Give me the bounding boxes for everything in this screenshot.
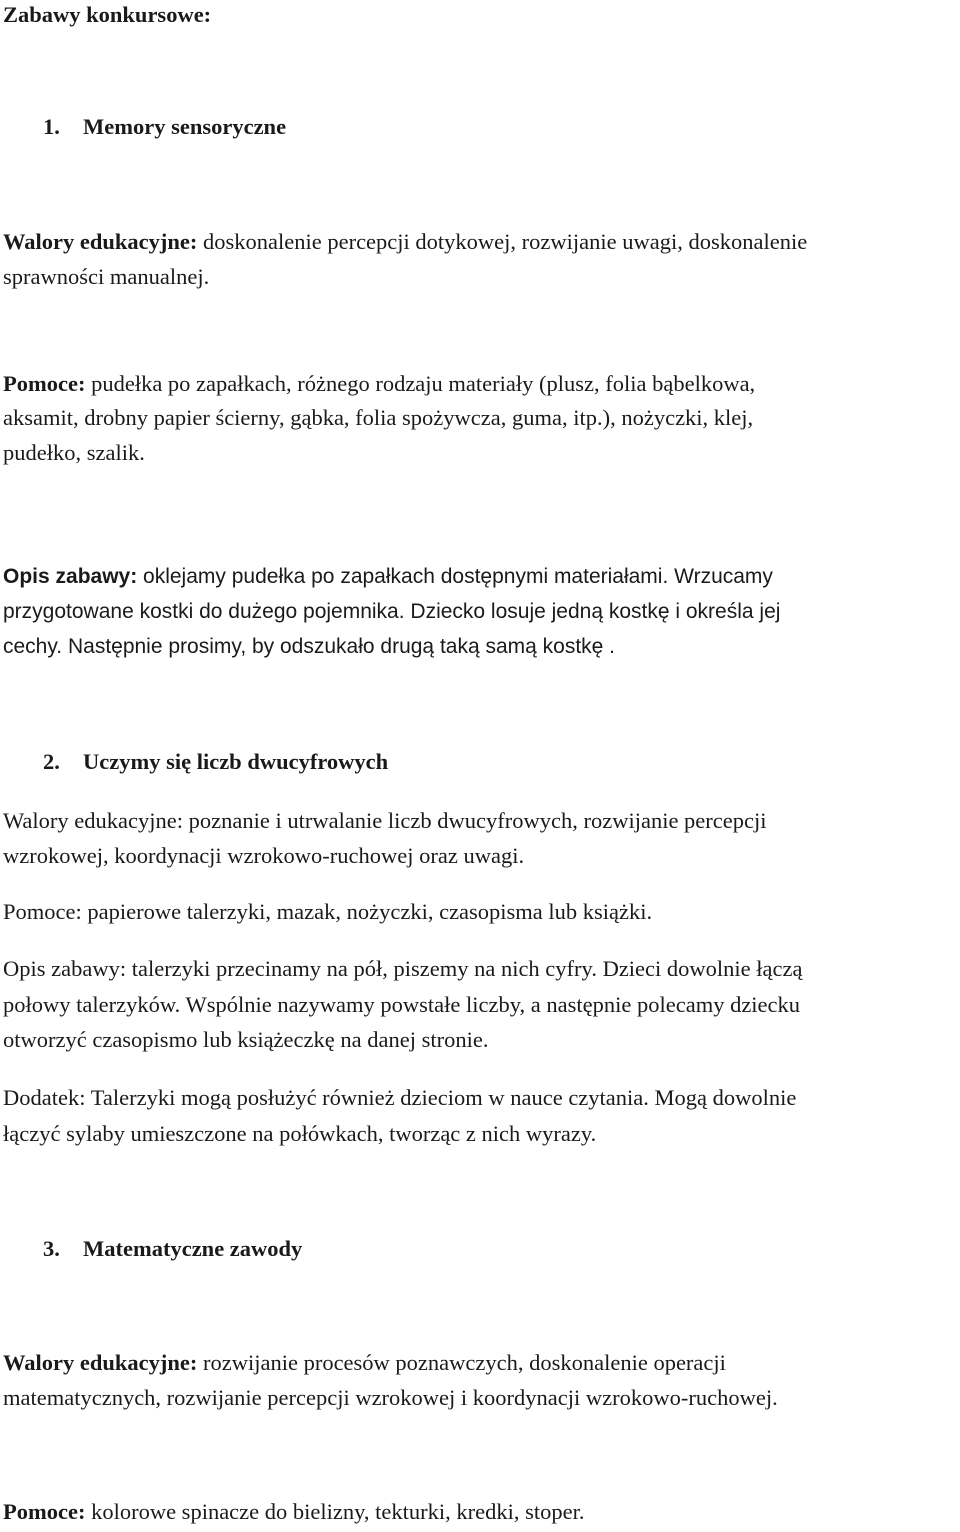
s2-walory-line-2: wzrokowej, koordynacji wzrokowo-ruchowej oraz uwagi. xyxy=(3,843,525,868)
dodatek-label: Dodatek xyxy=(3,1085,80,1110)
page-title: Zabawy konkursowe: xyxy=(3,2,212,27)
s1-pomoce-line-3: pudełko, szalik. xyxy=(3,440,145,465)
s2-dodatek-line-2: łączyć sylaby umieszczone na połówkach, tworząc z nich wyrazy. xyxy=(3,1121,597,1146)
section-title: Matematyczne zawody xyxy=(83,1236,303,1261)
s1-walory-line-2: sprawności manualnej. xyxy=(3,264,210,289)
section-3-heading xyxy=(43,1238,302,1261)
pomoce-text: kolorowe spinacze do bielizny, tekturki, kredki, stoper. xyxy=(85,1499,585,1524)
opis-text: talerzyki przecinamy na pół, piszemy na nich cyfry. Dzieci dowolnie łączą xyxy=(126,956,803,981)
opis-label: Opis zabawy: xyxy=(3,956,127,981)
section-number: 1. xyxy=(43,114,60,139)
walory-label: Walory edukacyjne: xyxy=(3,1350,198,1375)
dodatek-text: : Talerzyki mogą posłużyć również dzieciom w nauce czytania. Mogą dowolnie xyxy=(79,1085,797,1110)
s2-opis-line-1 xyxy=(3,958,802,981)
walory-label: Walory edukacyjne xyxy=(3,808,177,833)
opis-label: Opis zabawy: xyxy=(3,565,138,588)
s3-walory-line-2: matematycznych, rozwijanie percepcji wzrokowej i koordynacji wzrokowo-ruchowej. xyxy=(3,1385,778,1410)
walory-label: Walory edukacyjne: xyxy=(3,229,198,254)
s2-walory-line-1 xyxy=(3,810,767,833)
s1-opis-line-2: przygotowane kostki do dużego pojemnika. Dziecko losuje jedną kostkę i określa jej xyxy=(3,600,781,623)
s2-opis-line-2: połowy talerzyków. Wspólnie nazywamy powstałe liczby, a następnie polecamy dziecku xyxy=(3,992,801,1017)
s1-opis-line-3: cechy. Następnie prosimy, by odszukało drugą taką samą kostkę . xyxy=(3,635,616,658)
section-title: Memory sensoryczne xyxy=(83,114,287,139)
opis-text: oklejamy pudełka po zapałkach dostępnymi materiałami. Wrzucamy xyxy=(137,565,773,588)
s2-pomoce-line-1 xyxy=(3,901,652,924)
s1-walory-line-1 xyxy=(3,231,807,254)
pomoce-label: Pomoce: xyxy=(3,371,86,396)
pomoce-label: Pomoce: xyxy=(3,1499,86,1524)
walory-text: rozwijanie procesów poznawczych, doskonalenie operacji xyxy=(197,1350,726,1375)
s1-pomoce-line-1 xyxy=(3,373,755,396)
section-2-heading xyxy=(43,751,388,774)
section-title: Uczymy się liczb dwucyfrowych xyxy=(83,749,389,774)
walory-text: : poznanie i utrwalanie liczb dwucyfrowych, rozwijanie percepcji xyxy=(176,808,767,833)
section-number: 3. xyxy=(43,1236,60,1261)
s1-pomoce-line-2: aksamit, drobny papier ścierny, gąbka, folia spożywcza, guma, itp.), nożyczki, klej, xyxy=(3,405,754,430)
section-1-heading xyxy=(43,116,286,139)
s1-opis-line-1 xyxy=(3,566,773,587)
section-number: 2. xyxy=(43,749,60,774)
pomoce-label: Pomoce xyxy=(3,899,76,924)
pomoce-text: : papierowe talerzyki, mazak, nożyczki, czasopisma lub książki. xyxy=(75,899,653,924)
s3-walory-line-1 xyxy=(3,1352,726,1375)
s3-pomoce-line-1 xyxy=(3,1501,585,1524)
s2-opis-line-3: otworzyć czasopismo lub książeczkę na danej stronie. xyxy=(3,1027,489,1052)
walory-text: doskonalenie percepcji dotykowej, rozwijanie uwagi, doskonalenie xyxy=(197,229,808,254)
s2-dodatek-line-1 xyxy=(3,1087,796,1110)
pomoce-text: pudełka po zapałkach, różnego rodzaju materiały (plusz, folia bąbelkowa, xyxy=(85,371,756,396)
